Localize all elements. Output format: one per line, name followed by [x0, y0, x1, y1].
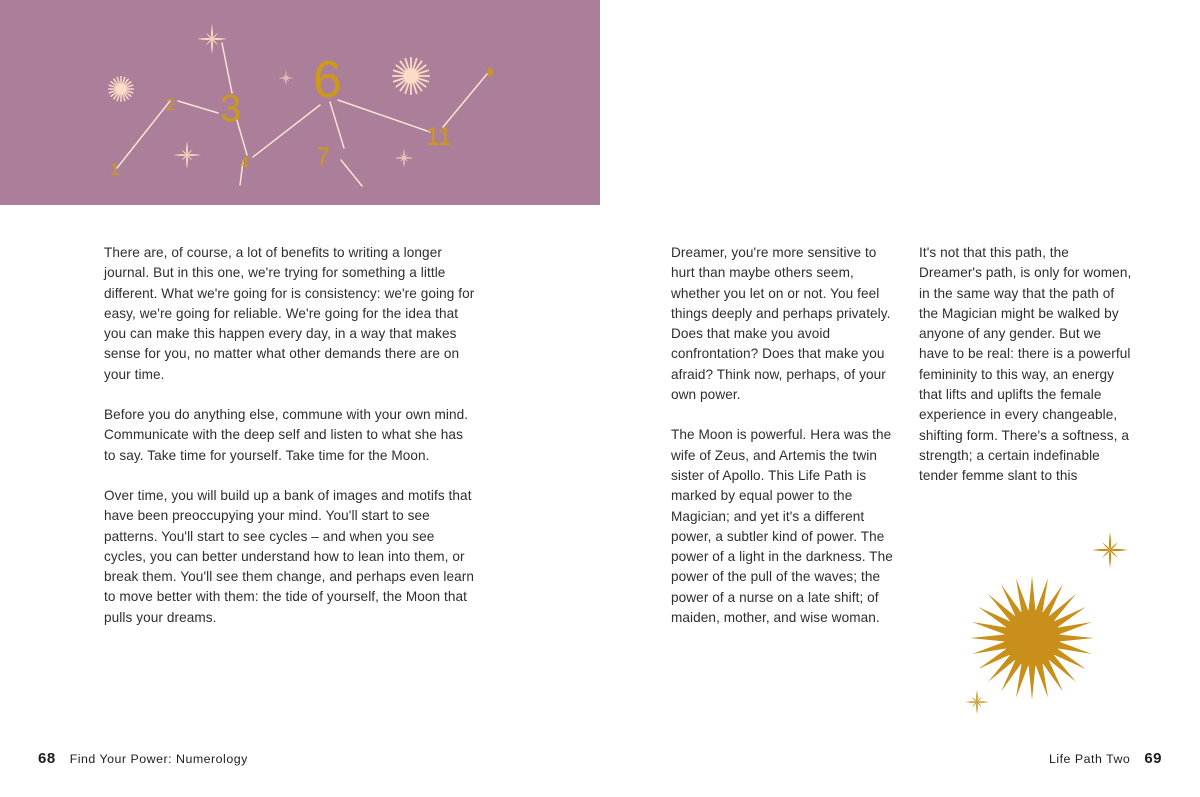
constellation-number-1: 1: [110, 160, 120, 179]
running-head-left: Find Your Power: Numerology: [69, 752, 248, 766]
left-page-body-text: [104, 243, 476, 628]
sparkle-star-midleft: [173, 141, 201, 169]
folio-right: 69: [1144, 750, 1162, 767]
constellation-number-6: 6: [313, 51, 342, 109]
constellation-lines: [117, 43, 487, 186]
paragraph: The Moon is powerful. Hera was the wife of Zeus, and Artemis the twin sister of Apollo. This Life Path is marked by equal power to the Magician; and yet it's a different power, a subtler kind of power. The power of a light in the darkness. The power of the pull of the waves; the power of a nurse on a late shift; of maiden, mother, and wise woman.: [671, 427, 893, 626]
footer-right: [1049, 750, 1162, 767]
footer-left: [38, 750, 248, 767]
sunburst-graphic: [955, 520, 1150, 725]
constellation-number-11: 11: [426, 123, 452, 151]
running-head-right: Life Path Two: [1048, 752, 1131, 766]
gold-node-diamond: [487, 67, 494, 77]
paragraph: It's not that this path, the Dreamer's path, is only for women, in the same way that the path of the Magician might be walked by anyone of any gender. But we have to be real: there is a powerful femininity to this way, an energy that lifts and uplifts the female experience in every changeable, shifting form. There's a softness, a strength; a certain indefinable tender femme slant to this: [919, 245, 1132, 484]
constellation-number-2: 2: [166, 95, 176, 114]
constellation-number-7: 7: [316, 143, 330, 171]
sparkle-star-small-center: [279, 71, 294, 86]
constellation-number-4: 4: [240, 155, 249, 172]
folio-left: 68: [38, 750, 56, 767]
star-sunburst-right: [392, 57, 430, 95]
paragraph: Before you do anything else, commune with your own mind. Communicate with the deep self and listen to what she has to say. Take time for yourself. Take time for the Moon.: [104, 407, 469, 463]
sparkle-gold-bottom-left-icon: [965, 690, 989, 714]
sunburst-large-icon: [970, 576, 1094, 700]
constellation-graphic: [0, 0, 600, 205]
right-page-column-two: [919, 243, 1134, 487]
paragraph: There are, of course, a lot of benefits to writing a longer journal. But in this one, we're trying for something a little different. What we're going for is consistency: we're going for easy, we're going for reliable. We're going for the idea that you can make this happen every day, in a way that makes sense for you, no matter what other demands there are on your time.: [104, 245, 475, 382]
constellation-number-3: 3: [220, 88, 242, 130]
paragraph: Over time, you will build up a bank of images and motifs that have been preoccupying your mind. You'll start to see patterns. You'll start to see cycles – and when you see cycles, you can better understand how to lean into them, or break them. You'll see them change, and perhaps even learn to move better with them: the tide of yourself, the Moon that pulls your dreams.: [104, 487, 474, 625]
paragraph: Dreamer, you're more sensitive to hurt than maybe others seem, whether you let on or not. You feel things deeply and perhaps privately. Does that make you avoid confrontation? Does that make you afraid? Think now, perhaps, of your own power.: [671, 245, 891, 403]
constellation-panel: [0, 0, 600, 205]
sparkle-star-top: [197, 24, 227, 54]
gold-sunburst-decoration: [955, 520, 1150, 725]
sparkle-star-right-low: [395, 149, 414, 168]
page-footer: [0, 737, 1200, 797]
sparkle-gold-top-right-icon: [1092, 532, 1128, 568]
star-sunburst-left: [108, 76, 134, 102]
right-page-column-one: [671, 243, 899, 628]
